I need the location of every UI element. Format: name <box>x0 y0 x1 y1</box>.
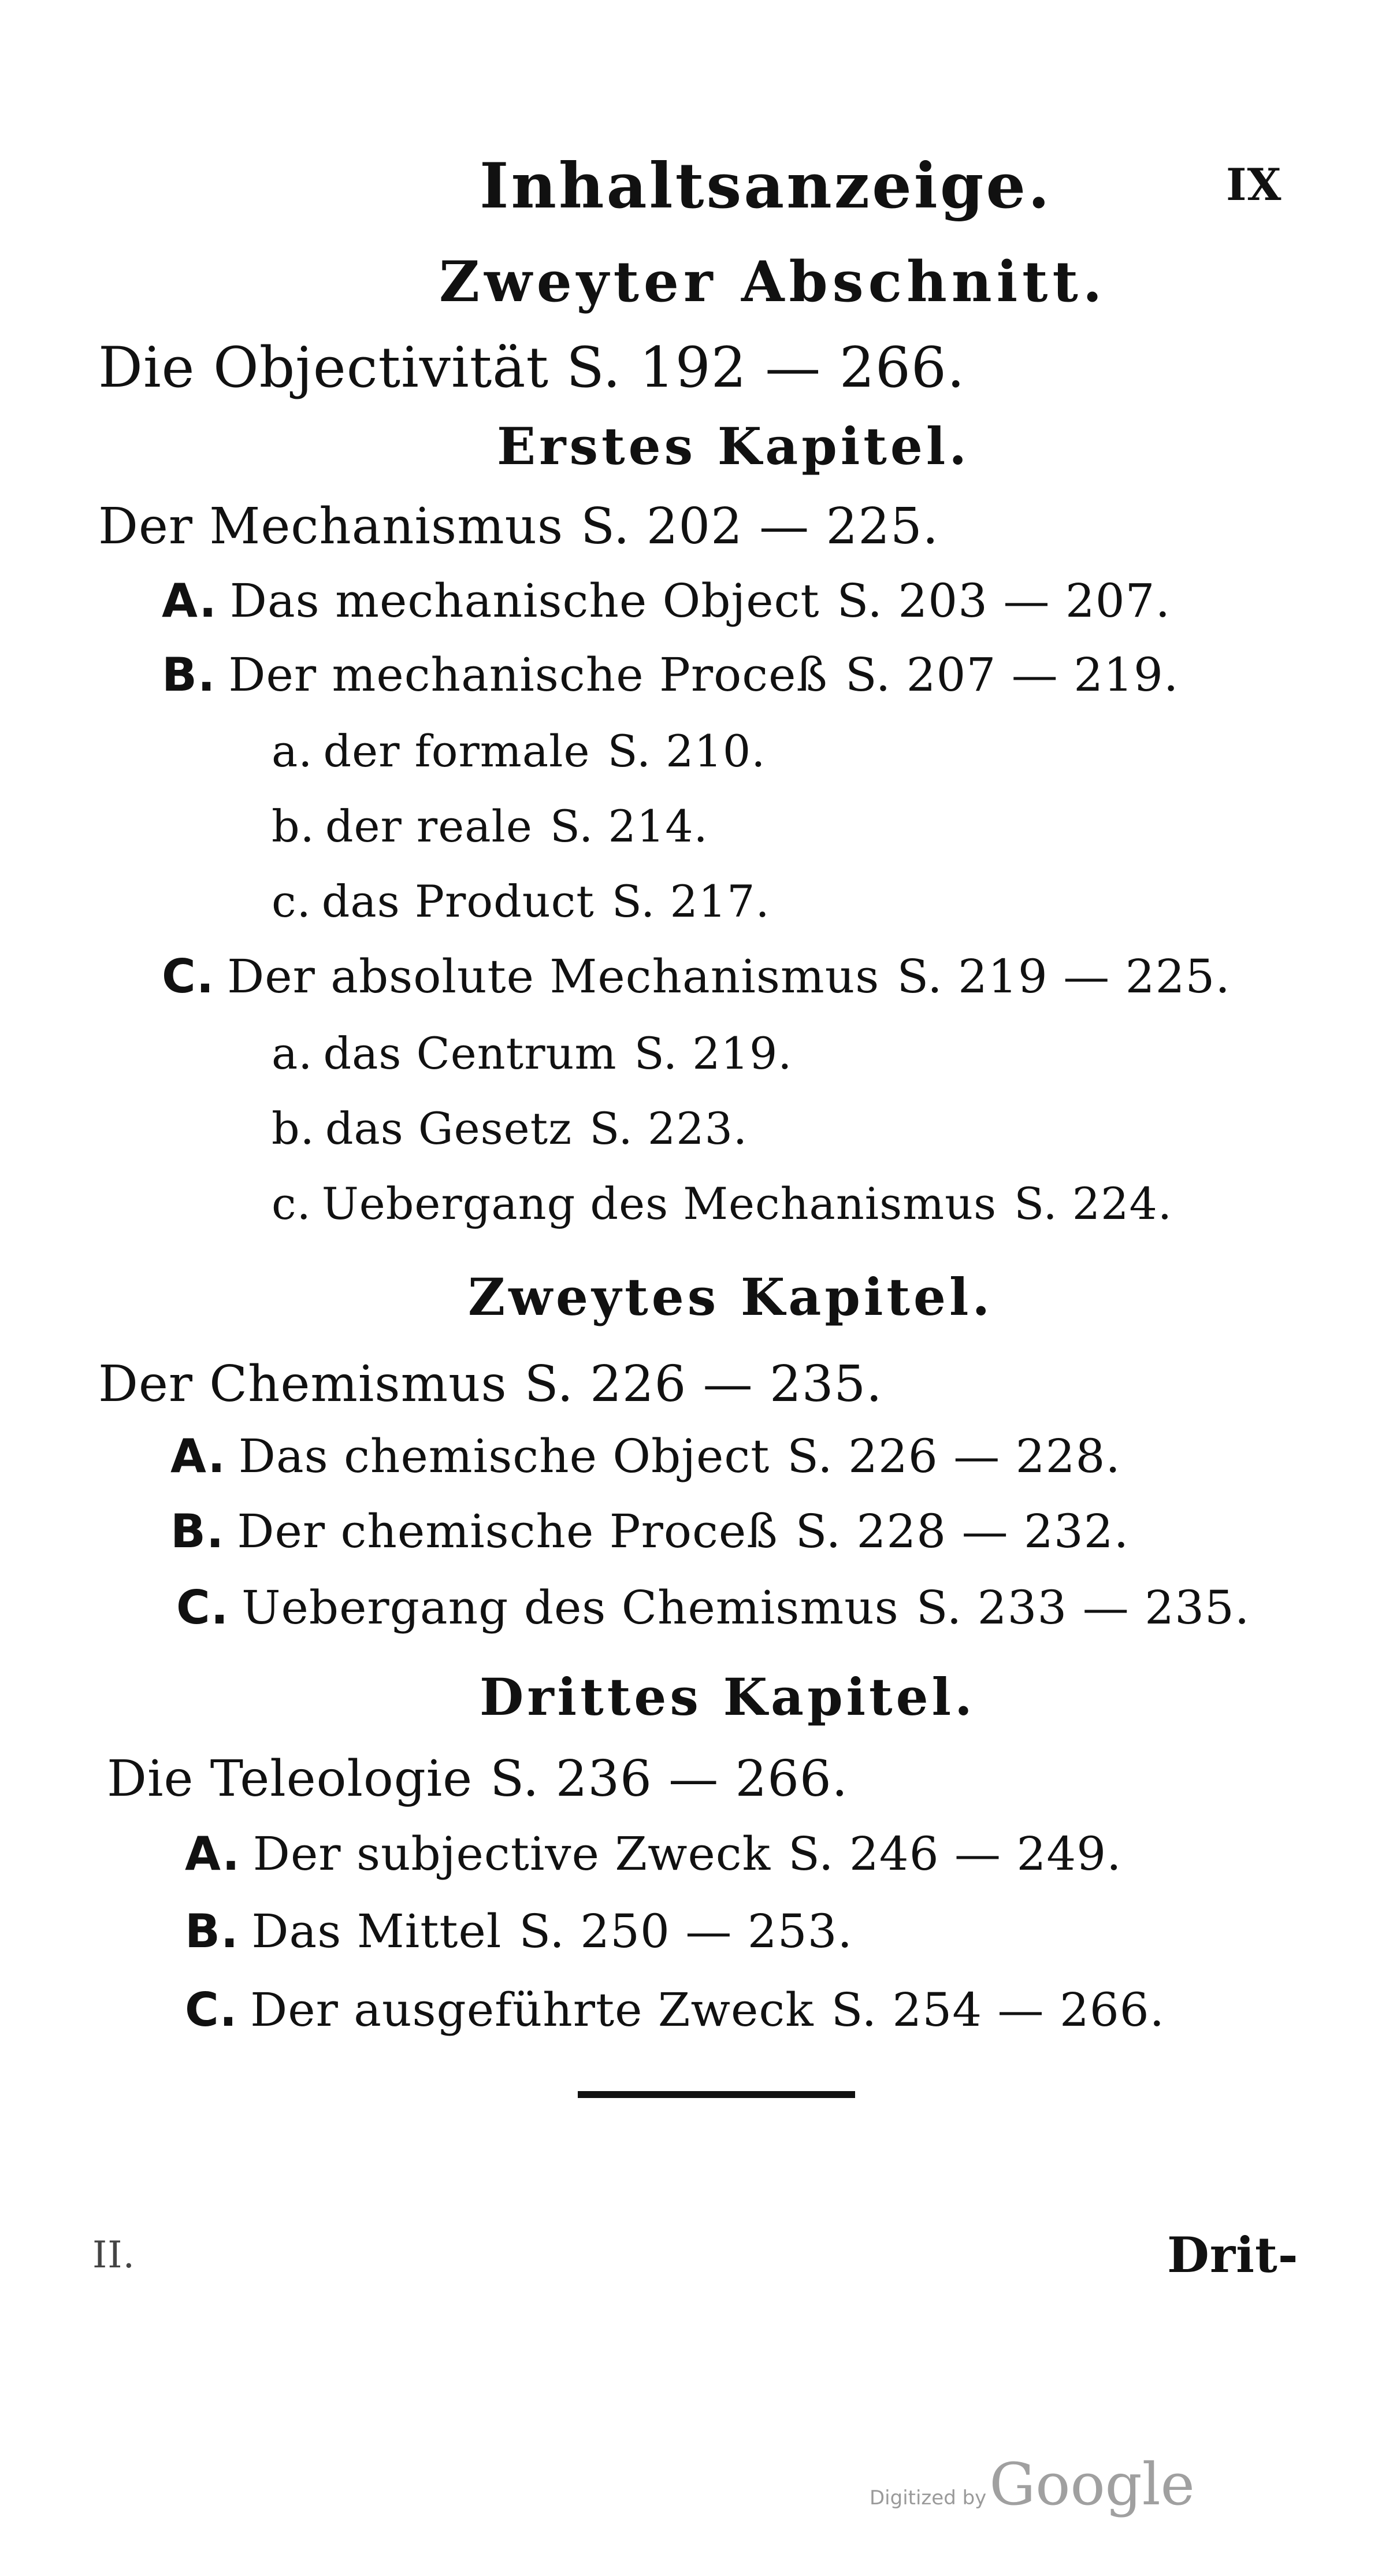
section-title-line <box>98 335 965 400</box>
chapter-3-title-line <box>107 1750 849 1808</box>
chapter-3-title: Die Teleologie <box>107 1750 473 1808</box>
signature-mark: II. <box>92 2234 135 2277</box>
chapter-1-title: Der Mechanismus <box>98 498 564 555</box>
entry-letter: C. <box>162 950 215 1003</box>
entry-letter: C. <box>176 1581 229 1634</box>
entry-title: Uebergang des Chemismus <box>242 1581 899 1634</box>
toc-entry-3B <box>185 1904 853 1958</box>
entry-letter: B. <box>170 1504 225 1558</box>
subentry-letter: c. <box>272 876 311 927</box>
chapter-2-pages: S. 226 — 235. <box>524 1355 883 1413</box>
subentry-letter: a. <box>272 725 313 777</box>
subentry-pages: S. 224. <box>1014 1178 1173 1229</box>
toc-entry-3C <box>185 1983 1165 2037</box>
section-heading: Zweyter Abschnitt. <box>439 249 1107 314</box>
toc-subentry-1Ba <box>272 725 766 777</box>
section-title: Die Objectivität <box>98 335 549 400</box>
catchword: Drit- <box>1167 2226 1299 2284</box>
entry-letter: A. <box>170 1429 226 1483</box>
toc-entry-2A <box>170 1429 1121 1483</box>
entry-letter: B. <box>162 648 216 702</box>
entry-pages: S. 203 — 207. <box>837 574 1171 628</box>
page-number: IX <box>1226 159 1282 210</box>
entry-letter: B. <box>185 1904 239 1958</box>
entry-title: Das chemische Object <box>238 1429 770 1483</box>
subentry-title: das Product <box>321 876 595 927</box>
toc-subentry-1Ca <box>272 1028 793 1079</box>
entry-pages: S. 207 — 219. <box>845 648 1179 702</box>
subentry-pages: S. 210. <box>607 725 766 777</box>
entry-letter: C. <box>185 1983 238 2037</box>
subentry-pages: S. 219. <box>634 1028 793 1079</box>
watermark-prefix: Digitized by <box>870 2486 987 2510</box>
chapter-3-pages: S. 236 — 266. <box>490 1750 849 1808</box>
subentry-letter: a. <box>272 1028 313 1079</box>
toc-entry-1C <box>162 950 1231 1003</box>
entry-title: Der subjective Zweck <box>252 1827 771 1881</box>
subentry-letter: b. <box>272 800 315 852</box>
toc-subentry-1Bb <box>272 800 708 852</box>
closing-rule <box>578 2091 855 2098</box>
chapter-2-heading: Zweytes Kapitel. <box>468 1267 994 1327</box>
entry-pages: S. 233 — 235. <box>916 1581 1250 1634</box>
subentry-letter: b. <box>272 1103 315 1154</box>
subentry-title: der formale <box>323 725 590 777</box>
toc-entry-1B <box>162 648 1179 702</box>
entry-pages: S. 226 — 228. <box>787 1429 1121 1483</box>
toc-subentry-1Bc <box>272 876 770 927</box>
chapter-3-heading: Drittes Kapitel. <box>480 1667 976 1727</box>
entry-pages: S. 250 — 253. <box>519 1904 853 1958</box>
toc-subentry-1Cb <box>272 1103 748 1154</box>
chapter-1-heading: Erstes Kapitel. <box>497 416 970 476</box>
google-logo: Google <box>989 2451 1195 2518</box>
entry-title: Der chemische Proceß <box>237 1504 778 1558</box>
subentry-pages: S. 217. <box>611 876 770 927</box>
toc-entry-1A <box>162 574 1171 628</box>
toc-entry-3A <box>185 1827 1122 1881</box>
subentry-letter: c. <box>272 1178 311 1229</box>
subentry-title: der reale <box>325 800 533 852</box>
section-pages: S. 192 — 266. <box>566 335 965 400</box>
running-title: Inhaltsanzeige. <box>480 150 1052 223</box>
toc-entry-2C <box>176 1581 1250 1634</box>
entry-title: Der ausgeführte Zweck <box>250 1983 814 2037</box>
entry-title: Das Mittel <box>251 1904 502 1958</box>
entry-title: Der absolute Mechanismus <box>227 950 880 1003</box>
chapter-2-title-line <box>98 1355 883 1413</box>
chapter-1-title-line <box>98 498 939 555</box>
digitized-watermark <box>870 2451 1195 2518</box>
entry-letter: A. <box>185 1827 240 1881</box>
subentry-title: das Gesetz <box>325 1103 573 1154</box>
subentry-pages: S. 223. <box>589 1103 748 1154</box>
entry-title: Das mechanische Object <box>229 574 820 628</box>
entry-pages: S. 228 — 232. <box>795 1504 1130 1558</box>
subentry-title: Uebergang des Mechanismus <box>321 1178 997 1229</box>
entry-title: Der mechanische Proceß <box>228 648 828 702</box>
entry-pages: S. 246 — 249. <box>788 1827 1122 1881</box>
entry-pages: S. 219 — 225. <box>897 950 1231 1003</box>
toc-subentry-1Cc <box>272 1178 1173 1229</box>
subentry-title: das Centrum <box>323 1028 617 1079</box>
toc-entry-2B <box>170 1504 1130 1558</box>
entry-pages: S. 254 — 266. <box>831 1983 1165 2037</box>
chapter-2-title: Der Chemismus <box>98 1355 507 1413</box>
chapter-1-pages: S. 202 — 225. <box>581 498 939 555</box>
entry-letter: A. <box>162 574 217 628</box>
subentry-pages: S. 214. <box>549 800 708 852</box>
